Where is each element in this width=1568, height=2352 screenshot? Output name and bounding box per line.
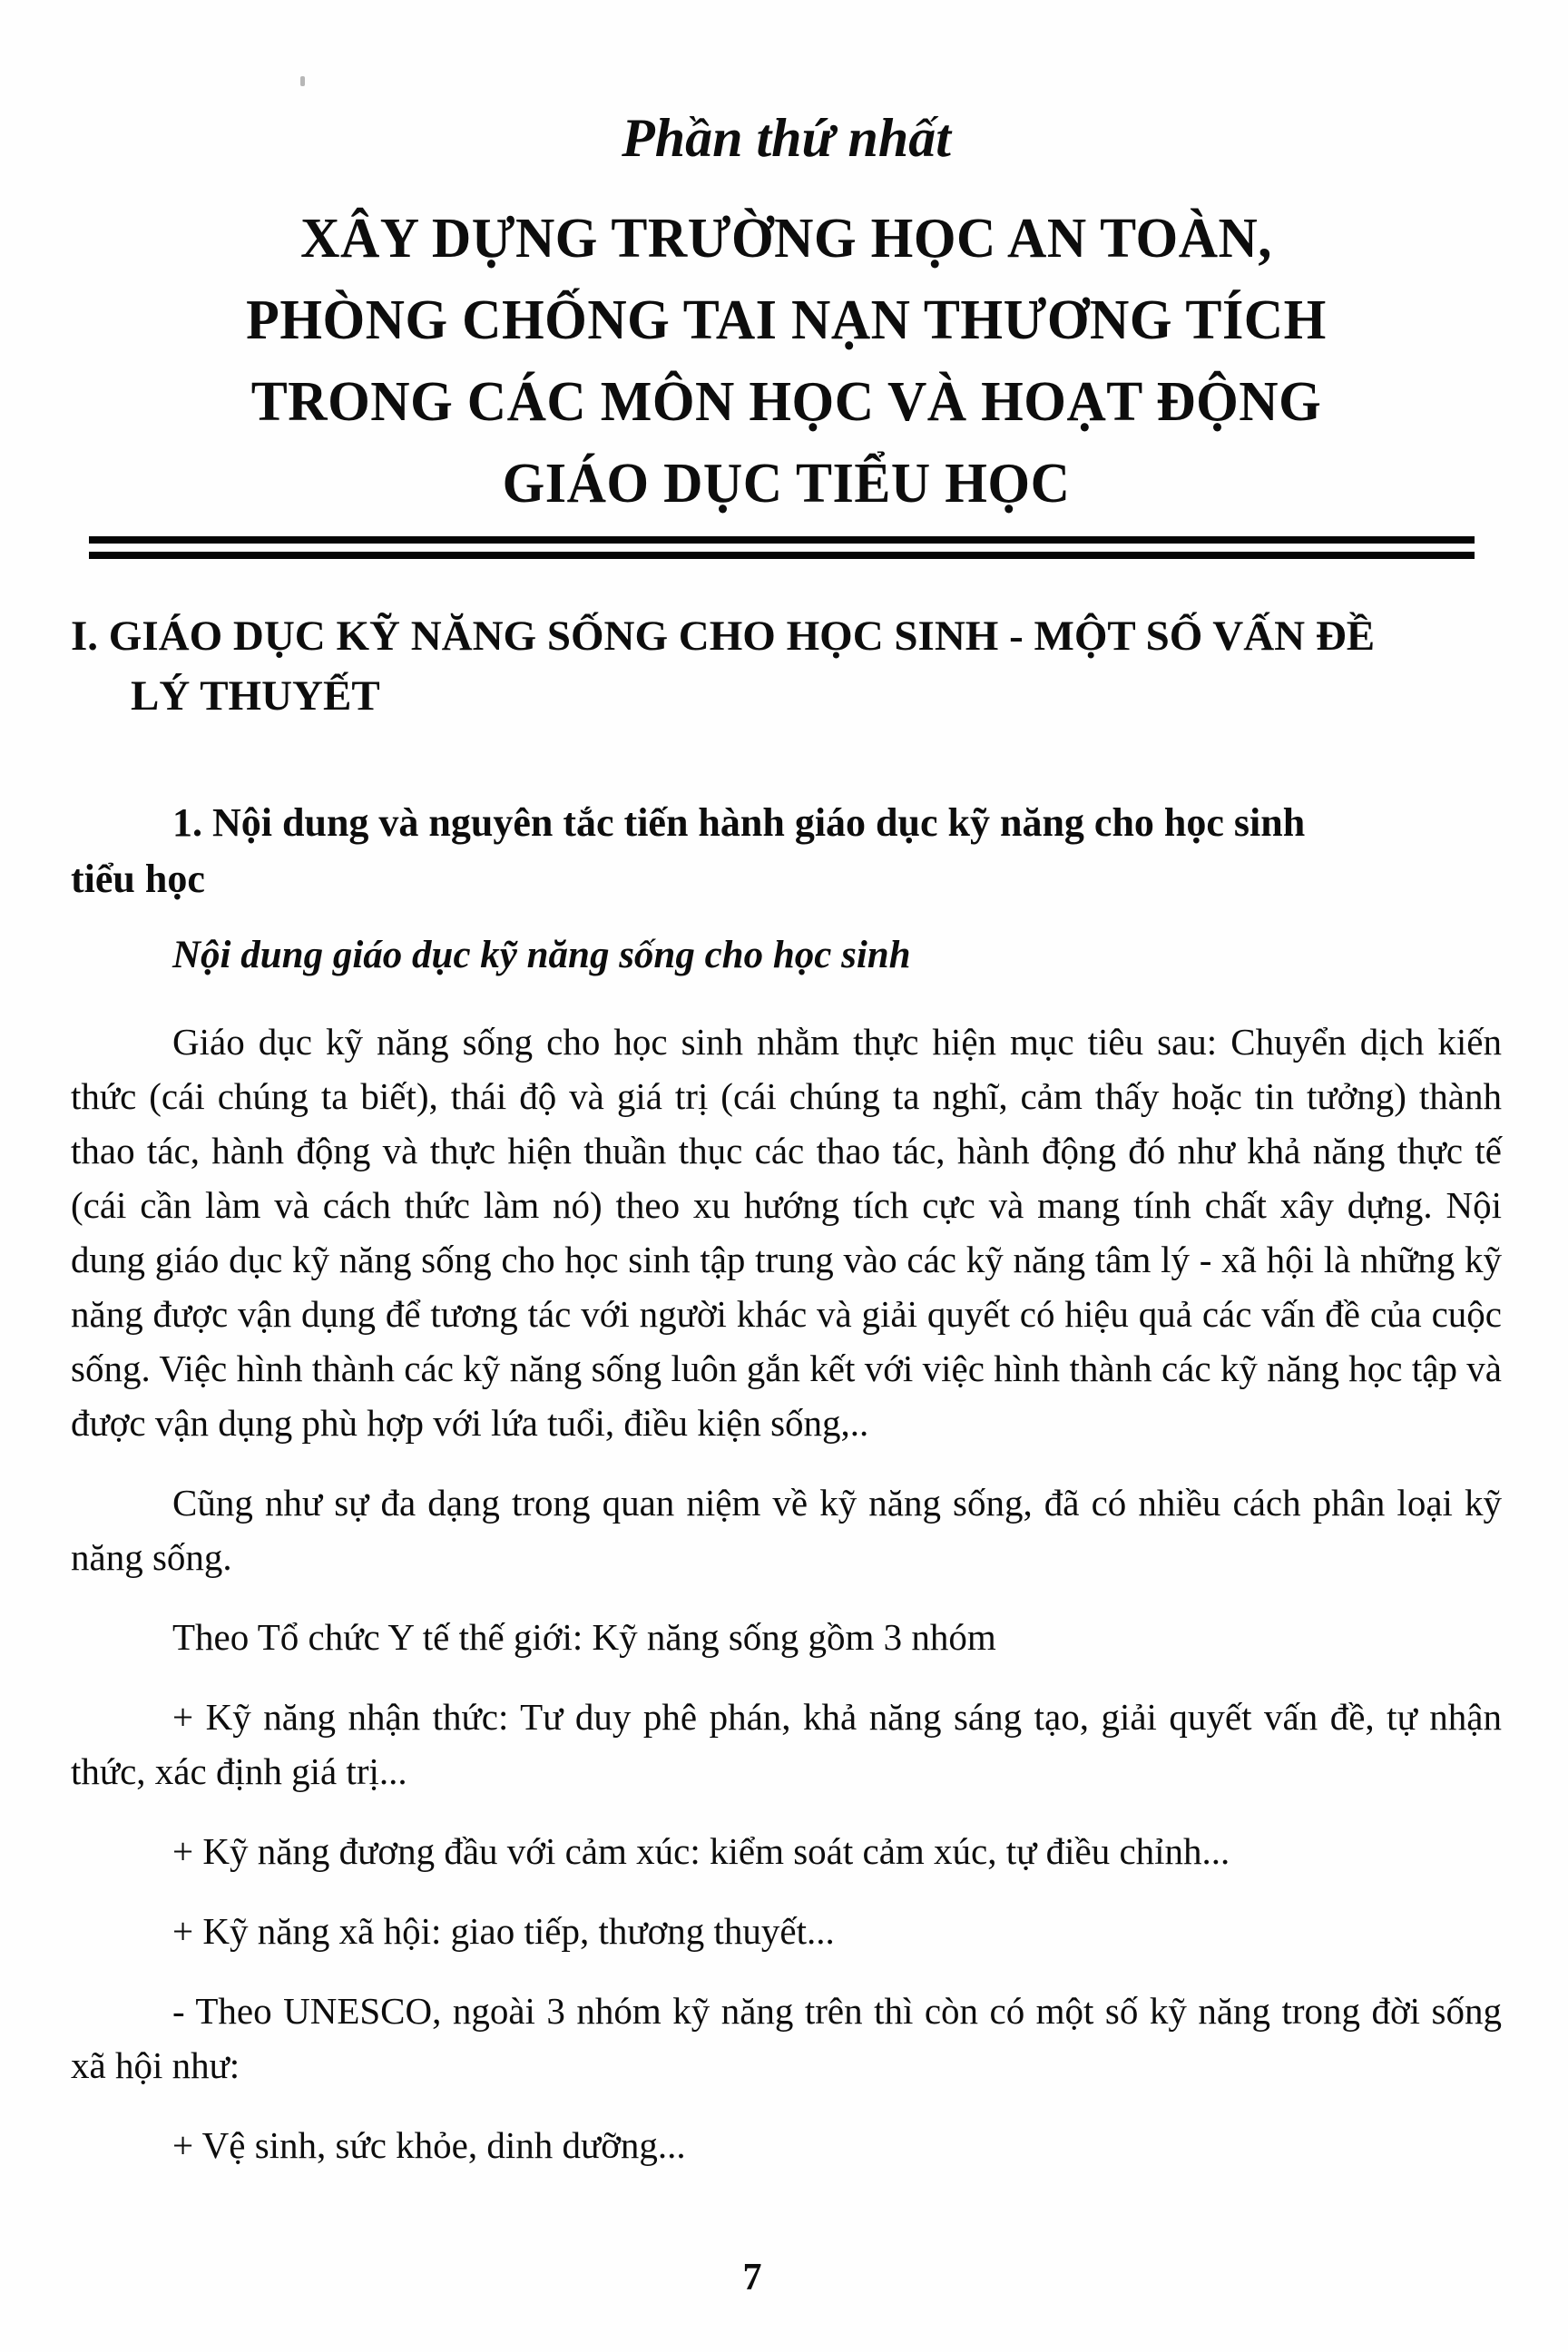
- section-heading-line: I. GIÁO DỤC KỸ NĂNG SỐNG CHO HỌC SINH - MỘT SỐ VẤN ĐỀ: [71, 612, 1376, 660]
- paragraph: Giáo dục kỹ năng sống cho học sinh nhằm thực hiện mục tiêu sau: Chuyển dịch kiến thức (cái chúng ta biết), thái độ và giá trị (cái chúng ta nghĩ, cảm thấy hoặc tin tưởng) thành thao tác, hành động và thực hiện thuần thục các thao tác, hành động đó như khả năng thực tế (cái cần làm và cách thức làm nó) theo xu hướng tích cực và mang tính chất xây dựng. Nội dung giáo dục kỹ năng sống cho học sinh tập trung vào các kỹ năng tâm lý - xã hội là những kỹ năng được vận dụng để tương tác với người khác và giải quyết có hiệu quả các vấn đề của cuộc sống. Việc hình thành các kỹ năng sống luôn gắn kết với việc hình thành các kỹ năng học tập và được vận dụng phù hợp với lứa tuổi, điều kiện sống,..: [71, 1021, 1502, 1444]
- paragraph: + Vệ sinh, sức khỏe, dinh dưỡng...: [172, 2124, 686, 2166]
- paragraph: + Kỹ năng xã hội: giao tiếp, thương thuyết...: [172, 1910, 835, 1952]
- main-title-line: XÂY DỰNG TRƯỜNG HỌC AN TOÀN,: [300, 206, 1272, 270]
- main-title-line: PHÒNG CHỐNG TAI NẠN THƯƠNG TÍCH: [246, 288, 1327, 351]
- page-number: 7: [742, 2257, 762, 2298]
- paragraph: Theo Tổ chức Y tế thế giới: Kỹ năng sống gồm 3 nhóm: [172, 1616, 996, 1658]
- paragraph: Cũng như sự đa dạng trong quan niệm về kỹ năng sống, đã có nhiều cách phân loại kỹ năng sống.: [71, 1482, 1502, 1578]
- paragraph: + Kỹ năng đương đầu với cảm xúc: kiểm soát cảm xúc, tự điều chỉnh...: [172, 1830, 1230, 1872]
- main-title-line: GIÁO DỤC TIỂU HỌC: [502, 451, 1071, 514]
- main-title: [71, 197, 1502, 524]
- body-text: [71, 1014, 1502, 2172]
- main-title-line: TRONG CÁC MÔN HỌC VÀ HOẠT ĐỘNG: [250, 369, 1322, 433]
- subsection-heading-line: 1. Nội dung và nguyên tắc tiến hành giáo dục kỹ năng cho học sinh: [172, 800, 1306, 845]
- scan-speck: [300, 76, 305, 86]
- paragraph: - Theo UNESCO, ngoài 3 nhóm kỹ năng trên thì còn có một số kỹ năng trong đời sống xã hội như:: [71, 1990, 1502, 2086]
- rule-bar-top: [89, 536, 1475, 544]
- subsection-heading: [71, 795, 1502, 907]
- content-subheading: Nội dung giáo dục kỹ năng sống cho học sinh: [172, 934, 911, 976]
- section-heading-line: LÝ THUYẾT: [131, 672, 380, 720]
- rule-bar-bottom: [89, 552, 1475, 559]
- paragraph: + Kỹ năng nhận thức: Tư duy phê phán, khả năng sáng tạo, giải quyết vấn đề, tự nhận thức, xác định giá trị...: [71, 1696, 1502, 1792]
- title-underline-double-rule: [89, 536, 1475, 559]
- subsection-heading-line: tiểu học: [71, 857, 205, 901]
- section-heading: [71, 606, 1502, 726]
- part-label: Phần thứ nhất: [622, 108, 951, 168]
